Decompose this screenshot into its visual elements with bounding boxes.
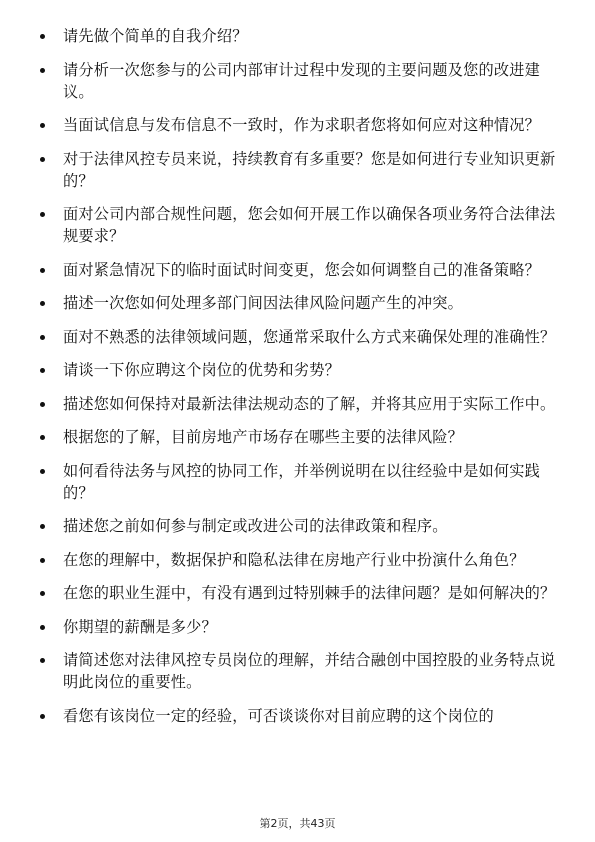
question-text: 当面试信息与发布信息不一致时，作为求职者您将如何应对这种情况？ [63, 116, 541, 134]
list-item [40, 203, 560, 247]
question-text: 请谈一下你应聘这个岗位的优势和劣势？ [63, 361, 340, 379]
question-text: 描述您之前如何参与制定或改进公司的法律政策和程序。 [63, 517, 448, 535]
bullet-icon [40, 34, 45, 39]
question-text: 描述一次您如何处理多部门间因法律风险问题产生的冲突。 [63, 294, 464, 312]
bullet-icon [40, 435, 45, 440]
bullet-icon [40, 68, 45, 73]
bullet-icon [40, 335, 45, 340]
bullet-icon [40, 402, 45, 407]
list-item [40, 148, 560, 192]
bullet-icon [40, 714, 45, 719]
bullet-icon [40, 301, 45, 306]
list-item [40, 114, 560, 136]
interview-question-list [40, 25, 560, 738]
list-item [40, 292, 560, 314]
list-item [40, 326, 560, 348]
question-text: 面对紧急情况下的临时面试时间变更，您会如何调整自己的准备策略？ [63, 260, 541, 279]
question-text: 描述您如何保持对最新法律法规动态的了解，并将其应用于实际工作中。 [63, 394, 556, 413]
bullet-icon [40, 625, 45, 630]
bullet-icon [40, 524, 45, 529]
list-item [40, 59, 560, 103]
question-text: 根据您的了解，目前房地产市场存在哪些主要的法律风险？ [63, 428, 464, 446]
bullet-icon [40, 368, 45, 373]
bullet-icon [40, 469, 45, 474]
question-text: 请简述您对法律风控专员岗位的理解，并结合融创中国控股的业务特点说明此岗位的重要性。 [63, 651, 556, 691]
question-text: 请先做个简单的自我介绍？ [63, 27, 248, 45]
page-number: 第2页，共43页 [259, 817, 336, 830]
bullet-icon [40, 591, 45, 596]
question-text: 在您的理解中，数据保护和隐私法律在房地产行业中扮演什么角色？ [63, 550, 525, 569]
bullet-icon [40, 212, 45, 217]
bullet-icon [40, 268, 45, 273]
list-item [40, 549, 560, 571]
question-text: 对于法律风控专员来说，持续教育有多重要？您是如何进行专业知识更新的？ [63, 149, 556, 190]
list-item [40, 460, 560, 504]
list-item [40, 25, 560, 47]
bullet-icon [40, 558, 45, 563]
bullet-icon [40, 157, 45, 162]
question-text: 面对公司内部合规性问题，您会如何开展工作以确保各项业务符合法律法规要求？ [63, 205, 556, 245]
list-item [40, 393, 560, 415]
question-text: 请分析一次您参与的公司内部审计过程中发现的主要问题及您的改进建议。 [63, 60, 541, 101]
list-item [40, 426, 560, 448]
list-item [40, 649, 560, 693]
question-text: 你期望的薪酬是多少？ [63, 617, 217, 636]
list-item [40, 582, 560, 604]
question-text: 面对不熟悉的法律领域问题，您通常采取什么方式来确保处理的准确性？ [63, 327, 556, 346]
bullet-icon [40, 123, 45, 128]
list-item [40, 359, 560, 381]
list-item [40, 515, 560, 537]
question-text: 在您的职业生涯中，有没有遇到过特别棘手的法律问题？是如何解决的？ [63, 584, 556, 602]
bullet-icon [40, 658, 45, 663]
list-item [40, 616, 560, 638]
list-item [40, 705, 560, 727]
list-item [40, 259, 560, 281]
question-text: 看您有该岗位一定的经验，可否谈谈你对目前应聘的这个岗位的 [63, 706, 494, 725]
question-text: 如何看待法务与风控的协同工作，并举例说明在以往经验中是如何实践的？ [63, 461, 541, 502]
